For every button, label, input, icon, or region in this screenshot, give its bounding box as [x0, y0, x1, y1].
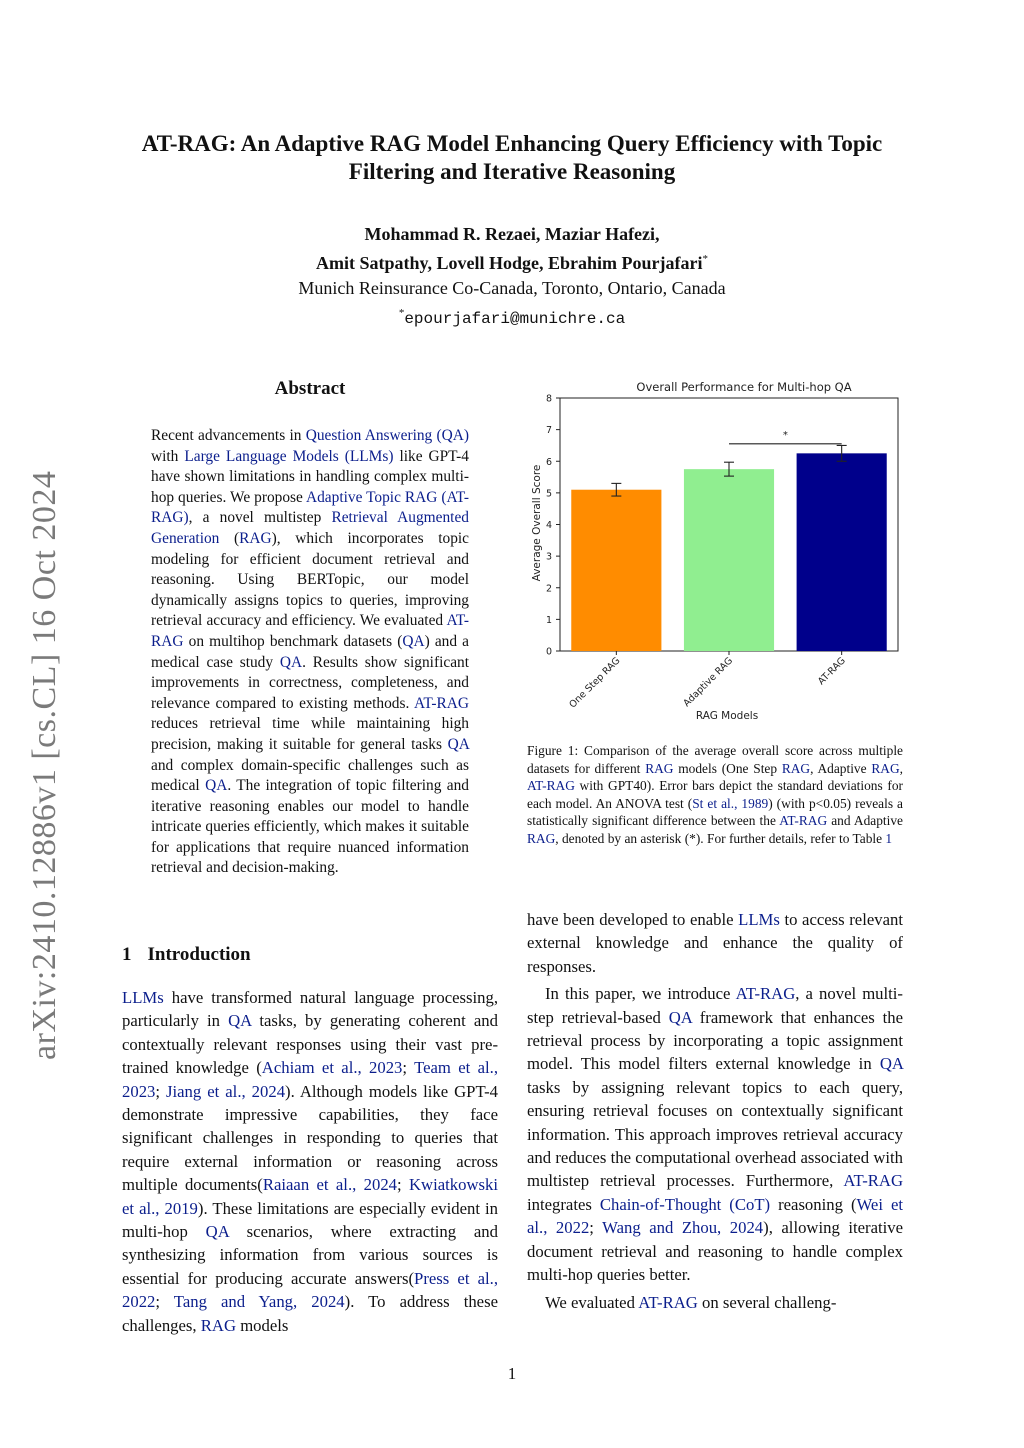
reference-link[interactable]: Tang and Yang, 2024	[173, 1292, 345, 1312]
y-tick-label: 7	[545, 425, 552, 437]
introduction-body	[122, 986, 498, 1337]
body-text: . Results show significant improvements in correctness, completeness, and relevance compared to existing methods.	[151, 653, 469, 712]
y-tick-label: 1	[545, 614, 552, 626]
body-text: on several challeng-	[697, 1292, 837, 1312]
reference-link[interactable]: Large Language Models (LLMs)	[184, 447, 394, 465]
reference-link[interactable]: Raiaan et al., 2024	[262, 1175, 398, 1195]
y-tick-label: 3	[545, 551, 552, 563]
body-text: have been developed to enable	[527, 910, 739, 929]
body-text: ). Although models like GPT-4 demonstrate impressive capabilities, they face significant challenges in responding to queries that require external information or reasoning across multiple documents(	[122, 1081, 499, 1195]
email-mark: *	[398, 307, 405, 319]
reference-link[interactable]: QA	[205, 777, 228, 795]
reference-link[interactable]: QA	[447, 735, 469, 753]
body-text: (	[219, 529, 240, 547]
reference-link[interactable]: Question Answering (QA)	[305, 427, 469, 444]
body-text: and complex domain-specific challenges such as medical	[151, 756, 469, 795]
body-text: , a novel multi-step retrieval-based	[527, 984, 903, 1027]
y-tick-label: 2	[545, 583, 552, 595]
body-text: to access relevant external knowledge and enhance the quality of responses.	[527, 910, 903, 976]
reference-link[interactable]: Chain-of-Thought (CoT)	[599, 1194, 771, 1214]
body-text: In this paper, we introduce	[545, 984, 736, 1004]
reference-link[interactable]: AT-RAG	[151, 612, 469, 650]
body-text: reduces retrieval time while maintaining high precision, making it suitable for general tasks	[151, 715, 469, 753]
reference-link[interactable]: AT-RAG	[638, 1292, 698, 1312]
body-text: ;	[155, 1292, 174, 1312]
body-text: . The integration of topic filtering and iterative reasoning enables our model to handle intricate queries efficiently, which makes it suitable for applications that require nuanced information retrieval and decision-making.	[151, 777, 470, 877]
y-tick-label: 5	[545, 488, 552, 500]
reference-link[interactable]: QA	[668, 1007, 692, 1027]
body-text: have transformed natural language processing, particularly in	[122, 988, 498, 1031]
body-text: scenarios, where extracting and synthesizing information from various sources is essential for producing accurate answers(	[122, 1222, 498, 1288]
authors-line-1: Mohammad R. Rezaei, Maziar Hafezi,	[364, 224, 660, 244]
reference-link[interactable]: LLMs	[738, 910, 780, 929]
body-text: ), which incorporates topic modeling for efficient document retrieval and reasoning. Using BERTopic, our model dynamically assigns topics to queries, improving retrieval accuracy and efficiency. We evaluated	[151, 529, 470, 630]
y-tick-label: 8	[545, 393, 552, 405]
body-text: ;	[397, 1175, 409, 1195]
body-text: ) (with p<0.05) reveals a statistically significant difference between the	[527, 795, 903, 829]
reference-link[interactable]: Press et al., 2022	[122, 1268, 498, 1312]
bar	[797, 453, 887, 651]
reference-link[interactable]: AT-RAG	[735, 984, 796, 1004]
body-text: Recent advancements in	[151, 427, 306, 444]
email-address[interactable]: epourjafari@munichre.ca	[404, 310, 626, 328]
right-column-body	[527, 908, 903, 1318]
section-heading	[122, 944, 251, 966]
body-text: ,	[899, 760, 903, 776]
reference-link[interactable]: RAG	[239, 529, 272, 547]
chart-bars	[571, 430, 886, 651]
reference-link[interactable]: AT-RAG	[413, 694, 469, 712]
body-text: ;	[402, 1058, 415, 1078]
body-text: , denoted by an asterisk (*). For further details, refer to Table	[555, 830, 886, 846]
reference-link[interactable]: QA	[402, 632, 425, 650]
body-text: ) and a medical case study	[151, 632, 469, 671]
body-text: on multihop benchmark datasets (	[183, 632, 403, 650]
body-text: , Adaptive	[810, 760, 872, 776]
email-line	[60, 301, 964, 332]
reference-link[interactable]: Achiam et al., 2023	[261, 1058, 403, 1078]
authors-line-2	[60, 247, 964, 276]
body-text: with GPT40). Error bars depict the standard deviations for each model. An ANOVA test (	[527, 778, 903, 811]
body-text: Figure 1: Comparison of the average overall score across multiple datasets for different	[527, 743, 903, 776]
reference-link[interactable]: QA	[205, 1222, 229, 1242]
body-text: like GPT-4 have shown limitations in handling complex multi-hop queries. We propose	[151, 447, 469, 506]
paper-title	[60, 130, 964, 186]
chart-title: Overall Performance for Multi-hop QA	[636, 380, 852, 394]
chart-xlabel: RAG Models	[695, 710, 759, 722]
y-tick-label: 4	[545, 520, 552, 531]
x-tick-label: One Step RAG	[567, 655, 623, 711]
reference-link[interactable]: AT-RAG	[527, 778, 575, 794]
body-text: tasks, by generating coherent and contextually relevant responses using their vast pre-trained knowledge (	[122, 1011, 498, 1078]
corresponding-mark: *	[702, 253, 708, 265]
reference-link[interactable]: Jiang et al., 2024	[166, 1081, 286, 1101]
body-text: integrates	[527, 1194, 600, 1214]
body-text: We evaluated	[545, 1292, 639, 1312]
reference-link[interactable]: AT-RAG	[843, 1171, 903, 1191]
section-number: 1	[122, 944, 132, 965]
reference-link[interactable]: Retrieval Augmented Generation	[151, 509, 469, 547]
page-number: 1	[507, 1364, 517, 1383]
reference-link[interactable]: RAG	[871, 760, 900, 776]
affiliation: Munich Reinsurance Co-Canada, Toronto, Ontario, Canada	[298, 278, 726, 298]
chart-ylabel: Average Overall Score	[531, 464, 543, 582]
reference-link[interactable]: Adaptive Topic RAG (AT-RAG)	[151, 488, 469, 527]
abstract-heading: Abstract	[274, 378, 346, 399]
reference-link[interactable]: Wang and Zhou, 2024	[602, 1218, 764, 1238]
arxiv-watermark: arXiv:2410.12886v1 [cs.CL] 16 Oct 2024	[26, 470, 63, 1060]
reference-link[interactable]: LLMs	[122, 988, 164, 1007]
reference-link[interactable]: RAG	[781, 760, 811, 776]
reference-link[interactable]: Wei et al., 2022	[527, 1194, 903, 1238]
reference-link[interactable]: RAG	[200, 1315, 237, 1335]
reference-link[interactable]: RAG	[527, 830, 556, 846]
figure-1-bar-chart	[524, 378, 908, 722]
significance-asterisk: *	[782, 429, 788, 441]
body-text: ). To address these challenges,	[122, 1292, 498, 1335]
body-text: , a novel multistep	[188, 509, 332, 527]
y-tick-label: 6	[545, 456, 552, 468]
reference-link[interactable]: Kwiatkowski et al., 2019	[122, 1175, 498, 1218]
reference-link[interactable]: 1	[885, 830, 893, 846]
reference-link[interactable]: QA	[228, 1011, 252, 1031]
author-block	[60, 222, 964, 332]
title-line-2: Filtering and Iterative Reasoning	[348, 159, 676, 184]
reference-link[interactable]: St et al., 1989	[692, 795, 769, 811]
body-text: tasks by assigning relevant topics to each query, ensuring retrieval focuses on contextually significant information. This approach improves retrieval accuracy and reduces the computational overhead associated with multistep retrieval processes. Furthermore,	[527, 1077, 903, 1191]
body-text: ). These limitations are especially evident in multi-hop	[122, 1198, 499, 1242]
section-title: Introduction	[147, 944, 251, 965]
bar	[684, 469, 774, 651]
abstract-body	[151, 426, 469, 879]
reference-link[interactable]: QA	[279, 653, 303, 671]
figure-1-caption	[527, 742, 903, 848]
body-text: ), allowing iterative document retrieval and reasoning to handle complex multi-hop queries better.	[527, 1218, 903, 1285]
body-text: models (One Step	[673, 760, 782, 776]
paragraph	[527, 1291, 903, 1314]
paragraph	[527, 908, 903, 978]
reference-link[interactable]: QA	[879, 1054, 903, 1074]
authors-line-2-text: Amit Satpathy, Lovell Hodge, Ebrahim Pourjafari	[316, 253, 703, 273]
body-text: models	[236, 1315, 289, 1335]
x-tick-label: AT-RAG	[815, 655, 848, 688]
paragraph	[527, 982, 903, 1286]
bar	[571, 490, 661, 651]
y-tick-label: 0	[545, 646, 552, 658]
reference-link[interactable]: Team et al., 2023	[122, 1058, 498, 1101]
body-text: ;	[589, 1218, 603, 1238]
body-text: reasoning (	[770, 1194, 857, 1214]
body-text: ;	[155, 1081, 167, 1101]
reference-link[interactable]: RAG	[645, 760, 674, 776]
body-text: and Adaptive	[827, 813, 903, 829]
body-text: framework that enhances the retrieval process by incorporating a topic assignment model. This model filters external knowledge in	[527, 1007, 903, 1074]
title-line-1: AT-RAG: An Adaptive RAG Model Enhancing Query Efficiency with Topic	[141, 131, 883, 156]
body-text: with	[151, 447, 185, 465]
x-tick-label: Adaptive RAG	[681, 655, 736, 710]
reference-link[interactable]: AT-RAG	[779, 813, 828, 829]
